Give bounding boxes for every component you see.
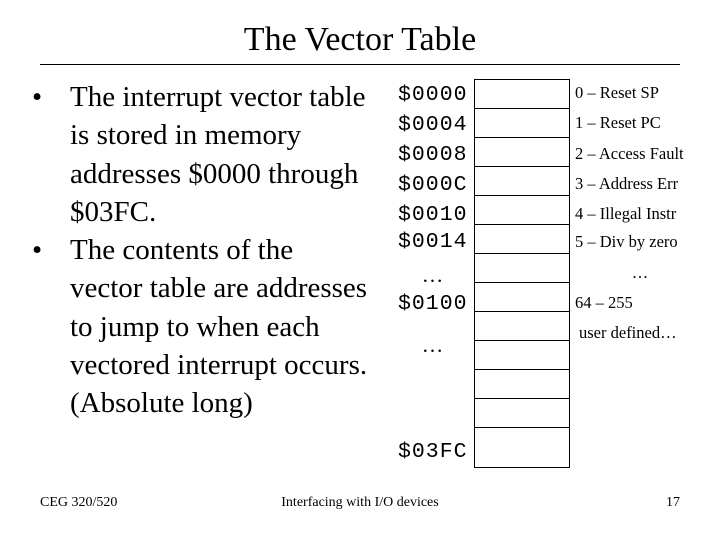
address-label: $0004 [398, 113, 468, 137]
memory-cell [474, 195, 570, 225]
address-ellipsis: … [421, 333, 445, 357]
vector-description: 64 – 255 [575, 293, 633, 312]
vector-description: 4 – Illegal Instr [575, 204, 677, 223]
address-label: $0000 [398, 83, 468, 107]
bullet-text: The contents of the vector table are addresses to jump to when each vectored interrupt occurs. (Absolute long) [70, 234, 368, 420]
bullet-list [32, 78, 372, 423]
title-divider [40, 64, 680, 65]
memory-cell [474, 108, 570, 138]
bullet-marker: • [32, 81, 43, 113]
vector-description: 5 – Div by zero [575, 232, 678, 251]
footer-page-number: 17 [666, 495, 680, 510]
address-label: $0100 [398, 292, 468, 316]
memory-cell [474, 398, 570, 428]
footer-topic: Interfacing with I/O devices [281, 495, 439, 510]
memory-cell [474, 282, 570, 312]
memory-cell [474, 427, 570, 468]
vector-description: 1 – Reset PC [575, 113, 661, 132]
address-label: $0008 [398, 143, 468, 167]
address-label: $000C [398, 173, 468, 197]
bullet-text: The interrupt vector table is stored in memory addresses $0000 through $03FC. [70, 81, 366, 228]
slide-title: The Vector Table [243, 21, 477, 58]
vector-description: 2 – Access Fault [575, 144, 684, 163]
memory-cell [474, 369, 570, 399]
address-ellipsis: … [421, 263, 445, 287]
memory-cell [474, 224, 570, 254]
memory-cell [474, 340, 570, 370]
memory-cell [474, 253, 570, 283]
bullet-item [32, 78, 372, 231]
vector-description: 3 – Address Err [575, 174, 679, 193]
bullet-item [32, 231, 372, 422]
memory-cell [474, 166, 570, 196]
vector-description: user defined… [579, 323, 677, 342]
memory-cell [474, 311, 570, 341]
address-label: $0010 [398, 203, 468, 227]
vector-description-ellipsis: … [631, 263, 649, 282]
vector-description: 0 – Reset SP [575, 83, 659, 102]
address-label: $03FC [398, 440, 468, 464]
bullet-marker: • [32, 234, 43, 267]
memory-cell [474, 137, 570, 167]
footer-course: CEG 320/520 [40, 495, 118, 510]
address-label: $0014 [398, 230, 468, 254]
memory-cell [474, 79, 570, 109]
